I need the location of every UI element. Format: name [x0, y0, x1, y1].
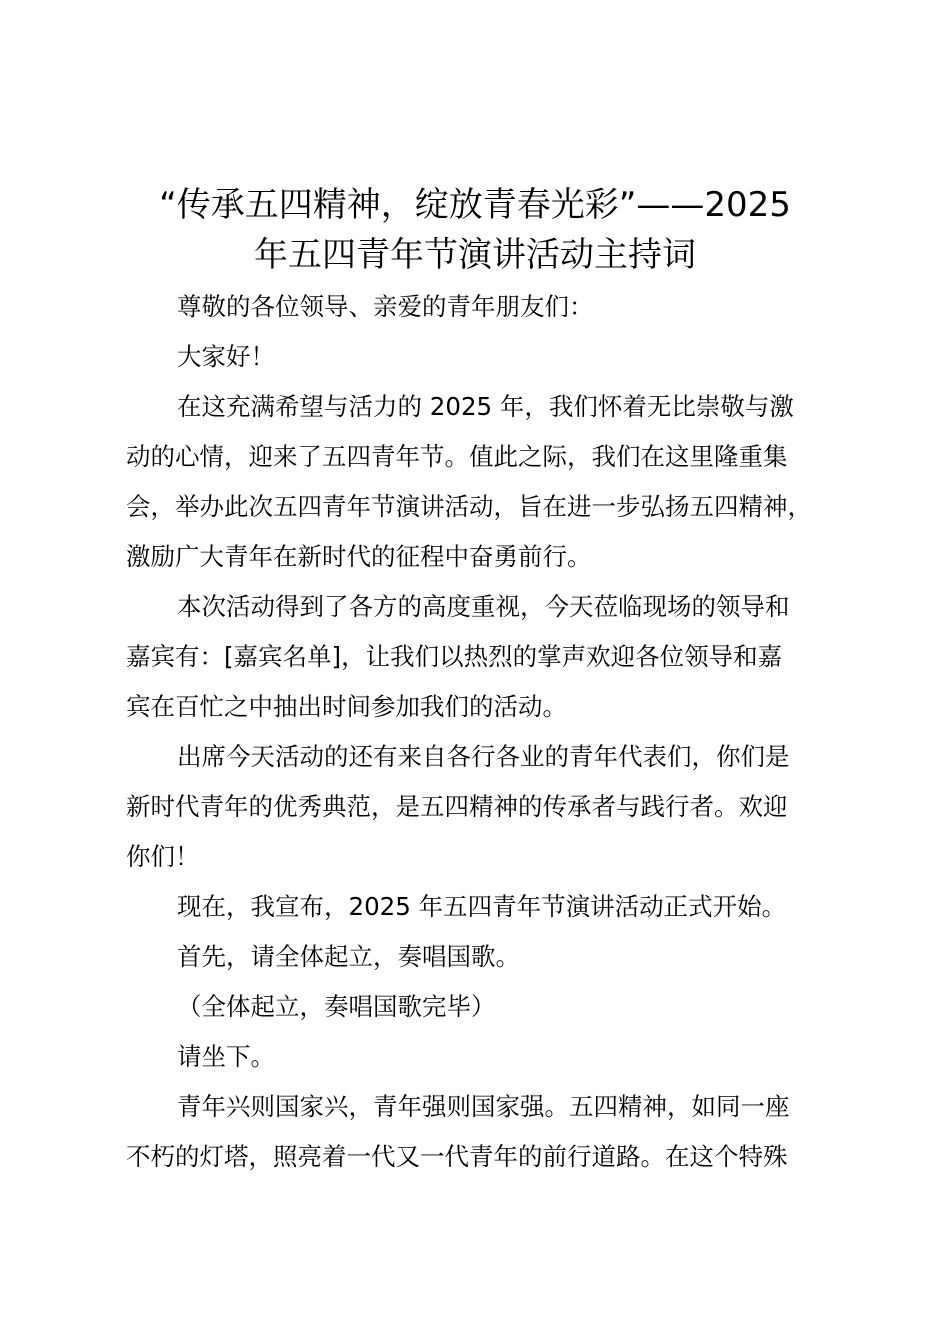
- paragraph-line: 本次活动得到了各方的高度重视，今天莅临现场的领导和: [177, 592, 790, 621]
- paragraph-line: 激励广大青年在新时代的征程中奋勇前行。: [126, 542, 592, 571]
- paragraph-line: 在这充满希望与活力的 2025 年，我们怀着无比崇敬与激: [177, 392, 794, 421]
- document-title: [120, 180, 830, 280]
- paragraph-line: 新时代青年的优秀典范，是五四精神的传承者与践行者。欢迎: [126, 792, 788, 821]
- paragraph-line: 请坐下。: [177, 1042, 275, 1071]
- paragraph-line: 青年兴则国家兴，青年强则国家强。五四精神，如同一座: [177, 1092, 790, 1121]
- paragraph-line: 出席今天活动的还有来自各行各业的青年代表们，你们是: [177, 742, 790, 771]
- paragraph-line: 尊敬的各位领导、亲爱的青年朋友们：: [177, 292, 594, 321]
- paragraph-line: 大家好！: [177, 342, 275, 371]
- document-body: [126, 282, 854, 1182]
- paragraph-line: 宾在百忙之中抽出时间参加我们的活动。: [126, 692, 567, 721]
- paragraph-line: 嘉宾有：[嘉宾名单]，让我们以热烈的掌声欢迎各位领导和嘉: [126, 642, 783, 671]
- paragraph-line: 首先，请全体起立，奏唱国歌。: [177, 942, 520, 971]
- paragraph-line: 不朽的灯塔，照亮着一代又一代青年的前行道路。在这个特殊: [126, 1142, 788, 1171]
- paragraph-line: （全体起立，奏唱国歌完毕）: [177, 992, 496, 1021]
- title-line-2: 年五四青年节演讲活动主持词: [254, 235, 696, 275]
- paragraph-line: 会，举办此次五四青年节演讲活动，旨在进一步弘扬五四精神，: [126, 492, 812, 521]
- paragraph-line: 你们！: [126, 842, 200, 871]
- paragraph-line: 动的心情，迎来了五四青年节。值此之际，我们在这里隆重集: [126, 442, 788, 471]
- title-line-1: “传承五四精神，绽放青春光彩”——2025: [159, 185, 791, 225]
- paragraph-line: 现在，我宣布，2025 年五四青年节演讲活动正式开始。: [177, 892, 787, 921]
